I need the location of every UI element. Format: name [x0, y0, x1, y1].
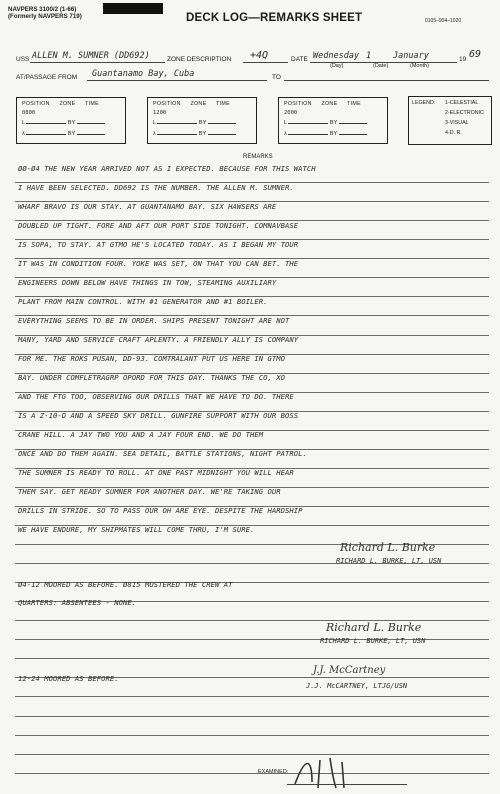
position-row-l — [22, 120, 120, 126]
ruled-line — [15, 658, 489, 659]
legend-item: 2-ELECTRONIC — [445, 110, 484, 116]
legend-box — [408, 96, 492, 145]
ship-name: ALLEN M. SUMNER (DD692) — [32, 51, 150, 61]
ship-underline — [30, 62, 165, 63]
ruled-line — [15, 544, 489, 545]
entry-line: THE SUMNER IS READY TO ROLL. AT ONE PAST MIDNIGHT YOU WILL HEAR — [18, 468, 294, 477]
entry-line: THEM SAY. GET READY SUMNER FOR ANOTHER DAY. WE'RE TAKING OUR — [18, 487, 281, 496]
position-time: 1200 — [153, 110, 167, 116]
day-caption: (Day) — [330, 63, 344, 69]
entry-line: EVERYTHING SEEMS TO BE IN ORDER. SHIPS PRESENT TONIGHT ARE NOT — [18, 316, 290, 325]
passage-label: AT/PASSAGE FROM — [16, 74, 78, 81]
entry-line: IS A Z-10-D AND A SPEED SKY DRILL. GUNFIRE SUPPORT WITH OUR BOSS — [18, 411, 299, 420]
ruled-line — [15, 754, 489, 755]
legend-item: 1-CELESTIAL — [445, 100, 479, 106]
uss-label: USS — [16, 56, 30, 63]
form-number: 0105–904–1020 — [425, 18, 462, 24]
entry-line: IS SOPA, TO STAY. AT GTMO HE'S LOCATED TODAY. AS I BEGAN MY TOUR — [18, 240, 299, 249]
date-caption: (Date) — [373, 63, 389, 69]
by-label: BY — [198, 120, 207, 126]
zone-label: ZONE DESCRIPTION — [167, 56, 232, 63]
position-time: 0800 — [22, 110, 36, 116]
position-row-lambda — [153, 131, 251, 137]
month-caption: (Month) — [410, 63, 429, 69]
day-value: Wednesday — [313, 51, 360, 61]
position-box-header: POSITION ZONE TIME — [22, 101, 99, 107]
ruled-line — [15, 773, 489, 774]
position-box-header: POSITION ZONE TIME — [153, 101, 230, 107]
from-underline — [87, 80, 267, 81]
entry-line: DRILLS IN STRIDE. SO TO PASS OUR OH ARE EYE. DESPITE THE HARDSHIP — [18, 506, 303, 515]
by-label: BY — [329, 120, 338, 126]
position-row-l — [153, 120, 251, 126]
entry-0400-1200-line: QUARTERS: ABSENTEES - NONE. — [18, 598, 137, 607]
row-lambda-label: λ — [22, 131, 25, 137]
ruled-line — [15, 582, 489, 583]
entry-line: ONCE AND DO THEM AGAIN. SEA DETAIL, BATTLE STATIONS, NIGHT PATROL. — [18, 449, 307, 458]
form-id — [8, 6, 82, 20]
entry-line: WE HAVE ENDURE, MY SHIPMATES WILL COME THRU, I'M SURE. — [18, 525, 255, 534]
ruled-line — [15, 716, 489, 717]
signature-2-script: Richard L. Burke — [326, 621, 422, 634]
to-underline — [284, 80, 489, 81]
form-id-line1: NAVPERS 3100/2 (1-66) — [8, 6, 77, 13]
signature-3-script: J.J. McCartney — [313, 665, 386, 676]
entry-line: PLANT FROM MAIN CONTROL. WITH #1 GENERATOR AND #1 BOILER. — [18, 297, 268, 306]
zone-underline — [243, 62, 288, 63]
entry-line: FOR ME. THE ROKS PUSAN, DD-93. COMTRALANT PUT US HERE IN GTMO — [18, 354, 286, 363]
ruled-line — [15, 601, 489, 602]
entry-line: ENGINEERS DOWN BELOW HAVE THINGS IN TOW, STEAMING AUXILIARY — [18, 278, 277, 287]
row-lambda-label: λ — [284, 131, 287, 137]
entry-line: CRANE HILL. A JAY TWO YOU AND A JAY FOUR END. WE DO THEM — [18, 430, 264, 439]
date-label: DATE — [291, 56, 308, 63]
row-l-label: L — [284, 120, 287, 126]
legend-title: LEGEND: — [412, 100, 436, 106]
position-box-header: POSITION ZONE TIME — [284, 101, 361, 107]
year-value: 69 — [469, 49, 482, 60]
from-value: Guantanamo Bay, Cuba — [92, 69, 195, 79]
date-value: 1 — [366, 51, 372, 61]
position-box-1200 — [147, 97, 257, 144]
ruled-line — [15, 696, 489, 697]
year-prefix: 19 — [459, 56, 467, 63]
by-label: BY — [329, 131, 338, 137]
redaction-bar — [103, 3, 163, 14]
month-value: January — [393, 51, 429, 61]
page-title: DECK LOG—REMARKS SHEET — [186, 12, 363, 24]
ruled-line — [15, 735, 489, 736]
position-row-lambda — [22, 131, 120, 137]
signature-2-name: RICHARD L. BURKE, LT, USN — [320, 637, 426, 645]
entry-line: I HAVE BEEN SELECTED. DD692 IS THE NUMBER. THE ALLEN M. SUMNER. — [18, 183, 294, 192]
entry-line: ØØ-Ø4 THE NEW YEAR ARRIVED NOT AS I EXPECTED. BECAUSE FOR THIS WATCH — [18, 164, 316, 173]
entry-line: MANY, YARD AND SERVICE CRAFT APLENTY. A FRIENDLY ALLY IS COMPANY — [18, 335, 299, 344]
by-label: BY — [198, 131, 207, 137]
ruled-line — [15, 620, 489, 621]
entry-1200-2400-line: 12-24 MOORED AS BEFORE. — [18, 674, 119, 683]
entry-line: IT WAS IN CONDITION FOUR. YOKE WAS SET, ON THAT YOU CAN BET. THE — [18, 259, 299, 268]
entry-0400-1200-line: Ø4-12 MOORED AS BEFORE. Ø815 MUSTERED THE CREW AT — [18, 580, 233, 589]
signature-1-name: RICHARD L. BURKE, LT, USN — [336, 557, 442, 565]
by-label: BY — [67, 120, 76, 126]
position-row-lambda — [284, 131, 382, 137]
ruled-line — [15, 563, 489, 564]
form-id-line2: (Formerly NAVPERS 719) — [8, 13, 82, 20]
entry-line: DOUBLED UP TIGHT. FORE AND AFT OUR PORT SIDE TONIGHT. COMNAVBASE — [18, 221, 299, 230]
row-l-label: L — [153, 120, 156, 126]
legend-item: 4-D. R. — [445, 130, 462, 136]
signature-3-name: J.J. McCARTNEY, LTJG/USN — [306, 682, 408, 690]
to-label: TO — [272, 74, 281, 81]
signature-1-script: Richard L. Burke — [340, 541, 436, 554]
row-l-label: L — [22, 120, 25, 126]
entry-line: AND THE FTG TOO, OBSERVING OUR DRILLS THAT WE HAVE TO DO. THERE — [18, 392, 294, 401]
remarks-heading: REMARKS — [243, 154, 273, 160]
ruled-line — [15, 639, 489, 640]
legend-item: 3-VISUAL — [445, 120, 469, 126]
position-box-0800 — [16, 97, 126, 144]
ruled-line — [15, 677, 489, 678]
row-lambda-label: λ — [153, 131, 156, 137]
position-box-2000 — [278, 97, 388, 144]
position-row-l — [284, 120, 382, 126]
entry-line: WHARF BRAVO IS OUR STAY. AT GUANTANAMO BAY. SIX HAWSERS ARE — [18, 202, 277, 211]
zone-value: +4Q — [250, 50, 269, 61]
examined-label: EXAMINED: — [258, 769, 289, 775]
entry-line: BAY. UNDER COMFLETRAGRP OPORD FOR THIS DAY. THANKS THE CO, XO — [18, 373, 286, 382]
by-label: BY — [67, 131, 76, 137]
position-time: 2000 — [284, 110, 298, 116]
